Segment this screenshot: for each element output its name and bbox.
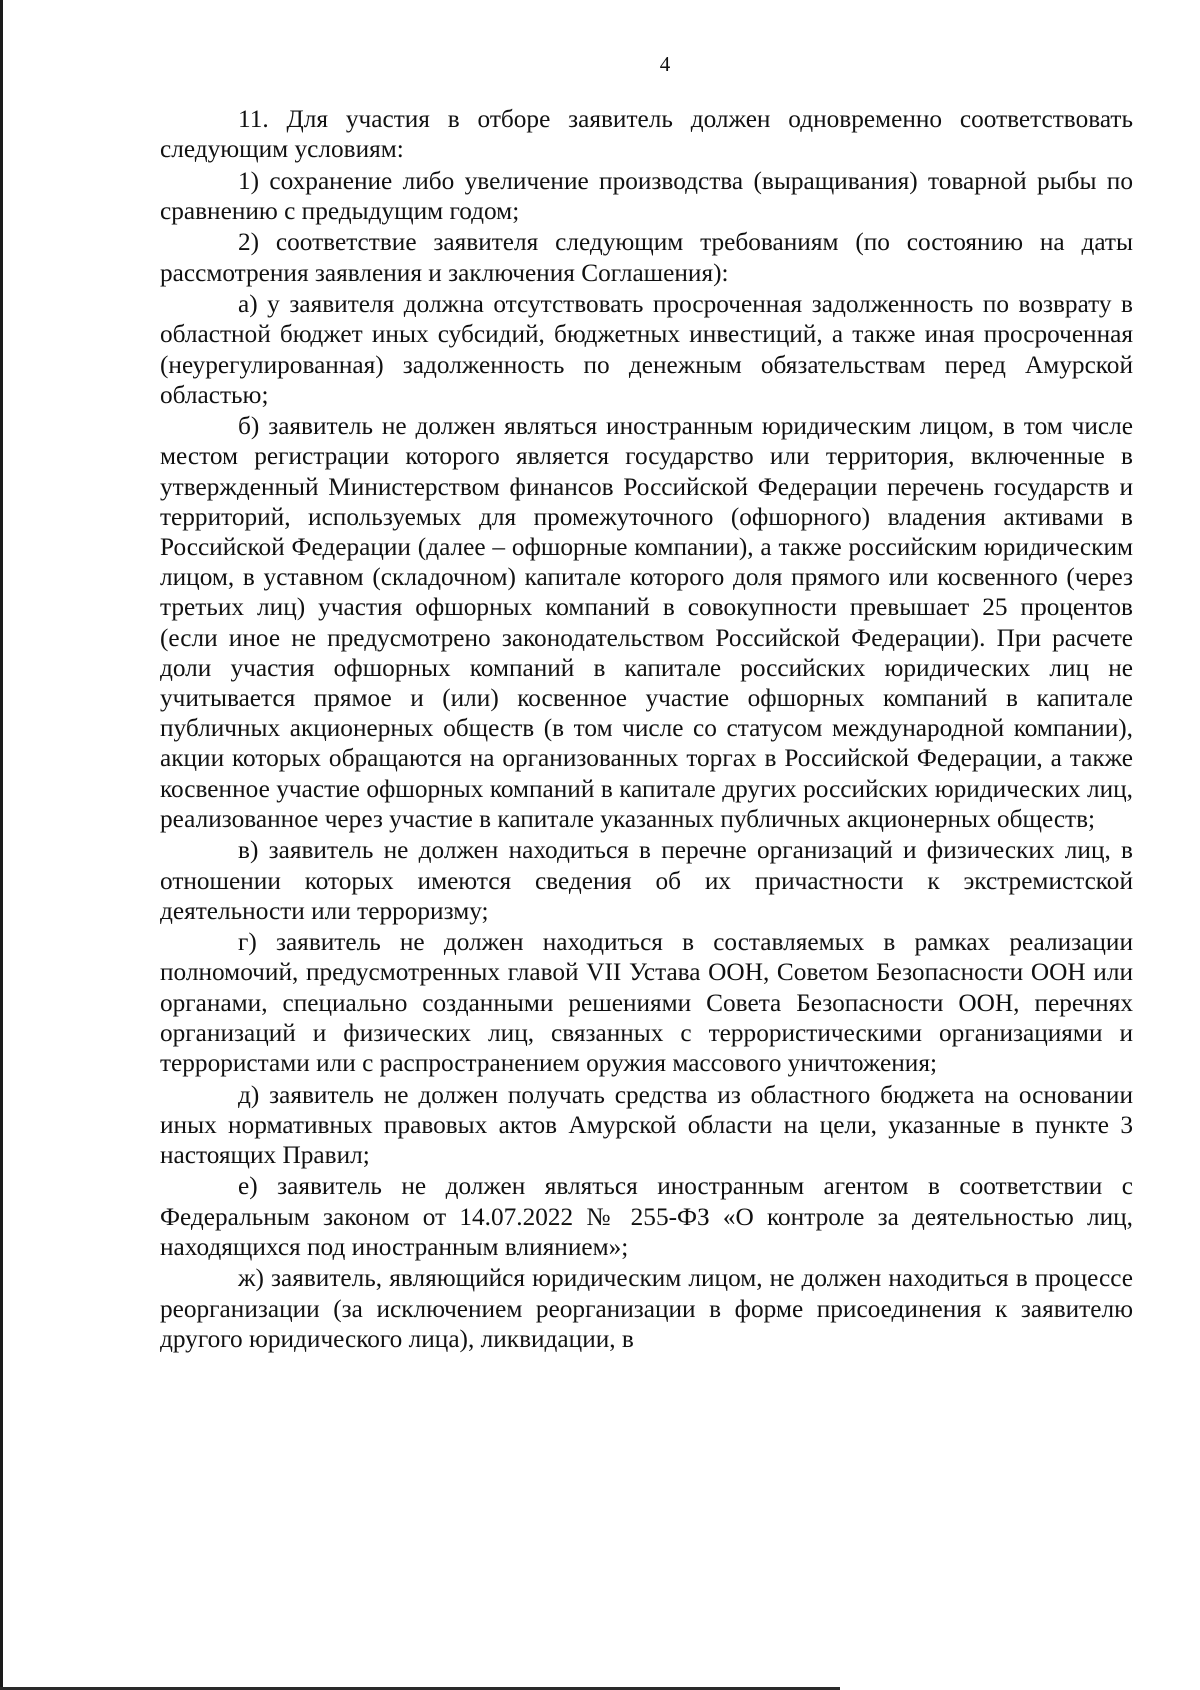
paragraph-requirement-zh: ж) заявитель, являющийся юридическим лицом, не должен находиться в процессе реорганизации (за исключением реорганизации в форме присоединения к заявителю другого юридического лица), ликвидации, в bbox=[160, 1264, 1133, 1353]
paragraph-requirement-v: в) заявитель не должен находиться в перечне организаций и физических лиц, в отношении которых имеются сведения об их причастности к экстремистской деятельности или терроризму; bbox=[160, 836, 1133, 925]
paragraph-condition-2: 2) соответствие заявителя следующим требованиям (по состоянию на даты рассмотрения заявления и заключения Соглашения): bbox=[160, 228, 1133, 287]
paragraph-requirement-d: д) заявитель не должен получать средства из областного бюджета на основании иных нормативных правовых актов Амурской области на цели, указанные в пункте 3 настоящих Правил; bbox=[160, 1080, 1133, 1169]
paragraph-condition-1: 1) сохранение либо увеличение производства (выращивания) товарной рыбы по сравнению с предыдущим годом; bbox=[160, 166, 1133, 225]
paragraph-requirement-e: е) заявитель не должен являться иностранным агентом в соответствии с Федеральным законом от 14.07.2022 № 255-ФЗ «О контроле за деятельностью лиц, находящихся под иностранным влиянием»; bbox=[160, 1172, 1133, 1261]
scan-left-edge bbox=[0, 0, 3, 1690]
paragraph-requirement-b: б) заявитель не должен являться иностранным юридическим лицом, в том числе местом регистрации которого является государство или территория, включенные в утвержденный Министерством финансов Российской Федерации перечень государств и территорий, используемых для промежуточного (офшорного) владения активами в Российской Федерации (далее – офшорные компании), а также российским юридическим лицом, в уставном (складочном) капитале которого доля прямого или косвенного (через третьих лиц) участия офшорных компаний в совокупности превышает 25 процентов (если иное не предусмотрено законодательством Российской Федерации). При расчете доли участия офшорных компаний в капитале российских юридических лиц не учитывается прямое и (или) косвенное участие офшорных компаний в капитале публичных акционерных обществ (в том числе со статусом международной компании), акции которых обращаются на организованных торгах в Российской Федерации, а также косвенное участие офшорных компаний в капитале других российских юридических лиц, реализованное через участие в капитале указанных публичных акционерных обществ; bbox=[160, 412, 1133, 833]
paragraph-requirement-a: а) у заявителя должна отсутствовать просроченная задолженность по возврату в областной бюджет иных субсидий, бюджетных инвестиций, а также иная просроченная (неурегулированная) задолженность по денежным обязательствам перед Амурской областью; bbox=[160, 290, 1133, 409]
paragraph-requirement-g: г) заявитель не должен находиться в составляемых в рамках реализации полномочий, предусмотренных главой VII Устава ООН, Советом Безопасности ООН или органами, специально созданными решениями Совета Безопасности ООН, перечнях организаций и физических лиц, связанных с террористическими организациями и террористами или с распространением оружия массового уничтожения; bbox=[160, 928, 1133, 1078]
document-body bbox=[160, 104, 1133, 1355]
page-number: 4 bbox=[659, 52, 671, 76]
paragraph-11-intro: 11. Для участия в отборе заявитель должен одновременно соответствовать следующим условиям: bbox=[160, 105, 1133, 164]
